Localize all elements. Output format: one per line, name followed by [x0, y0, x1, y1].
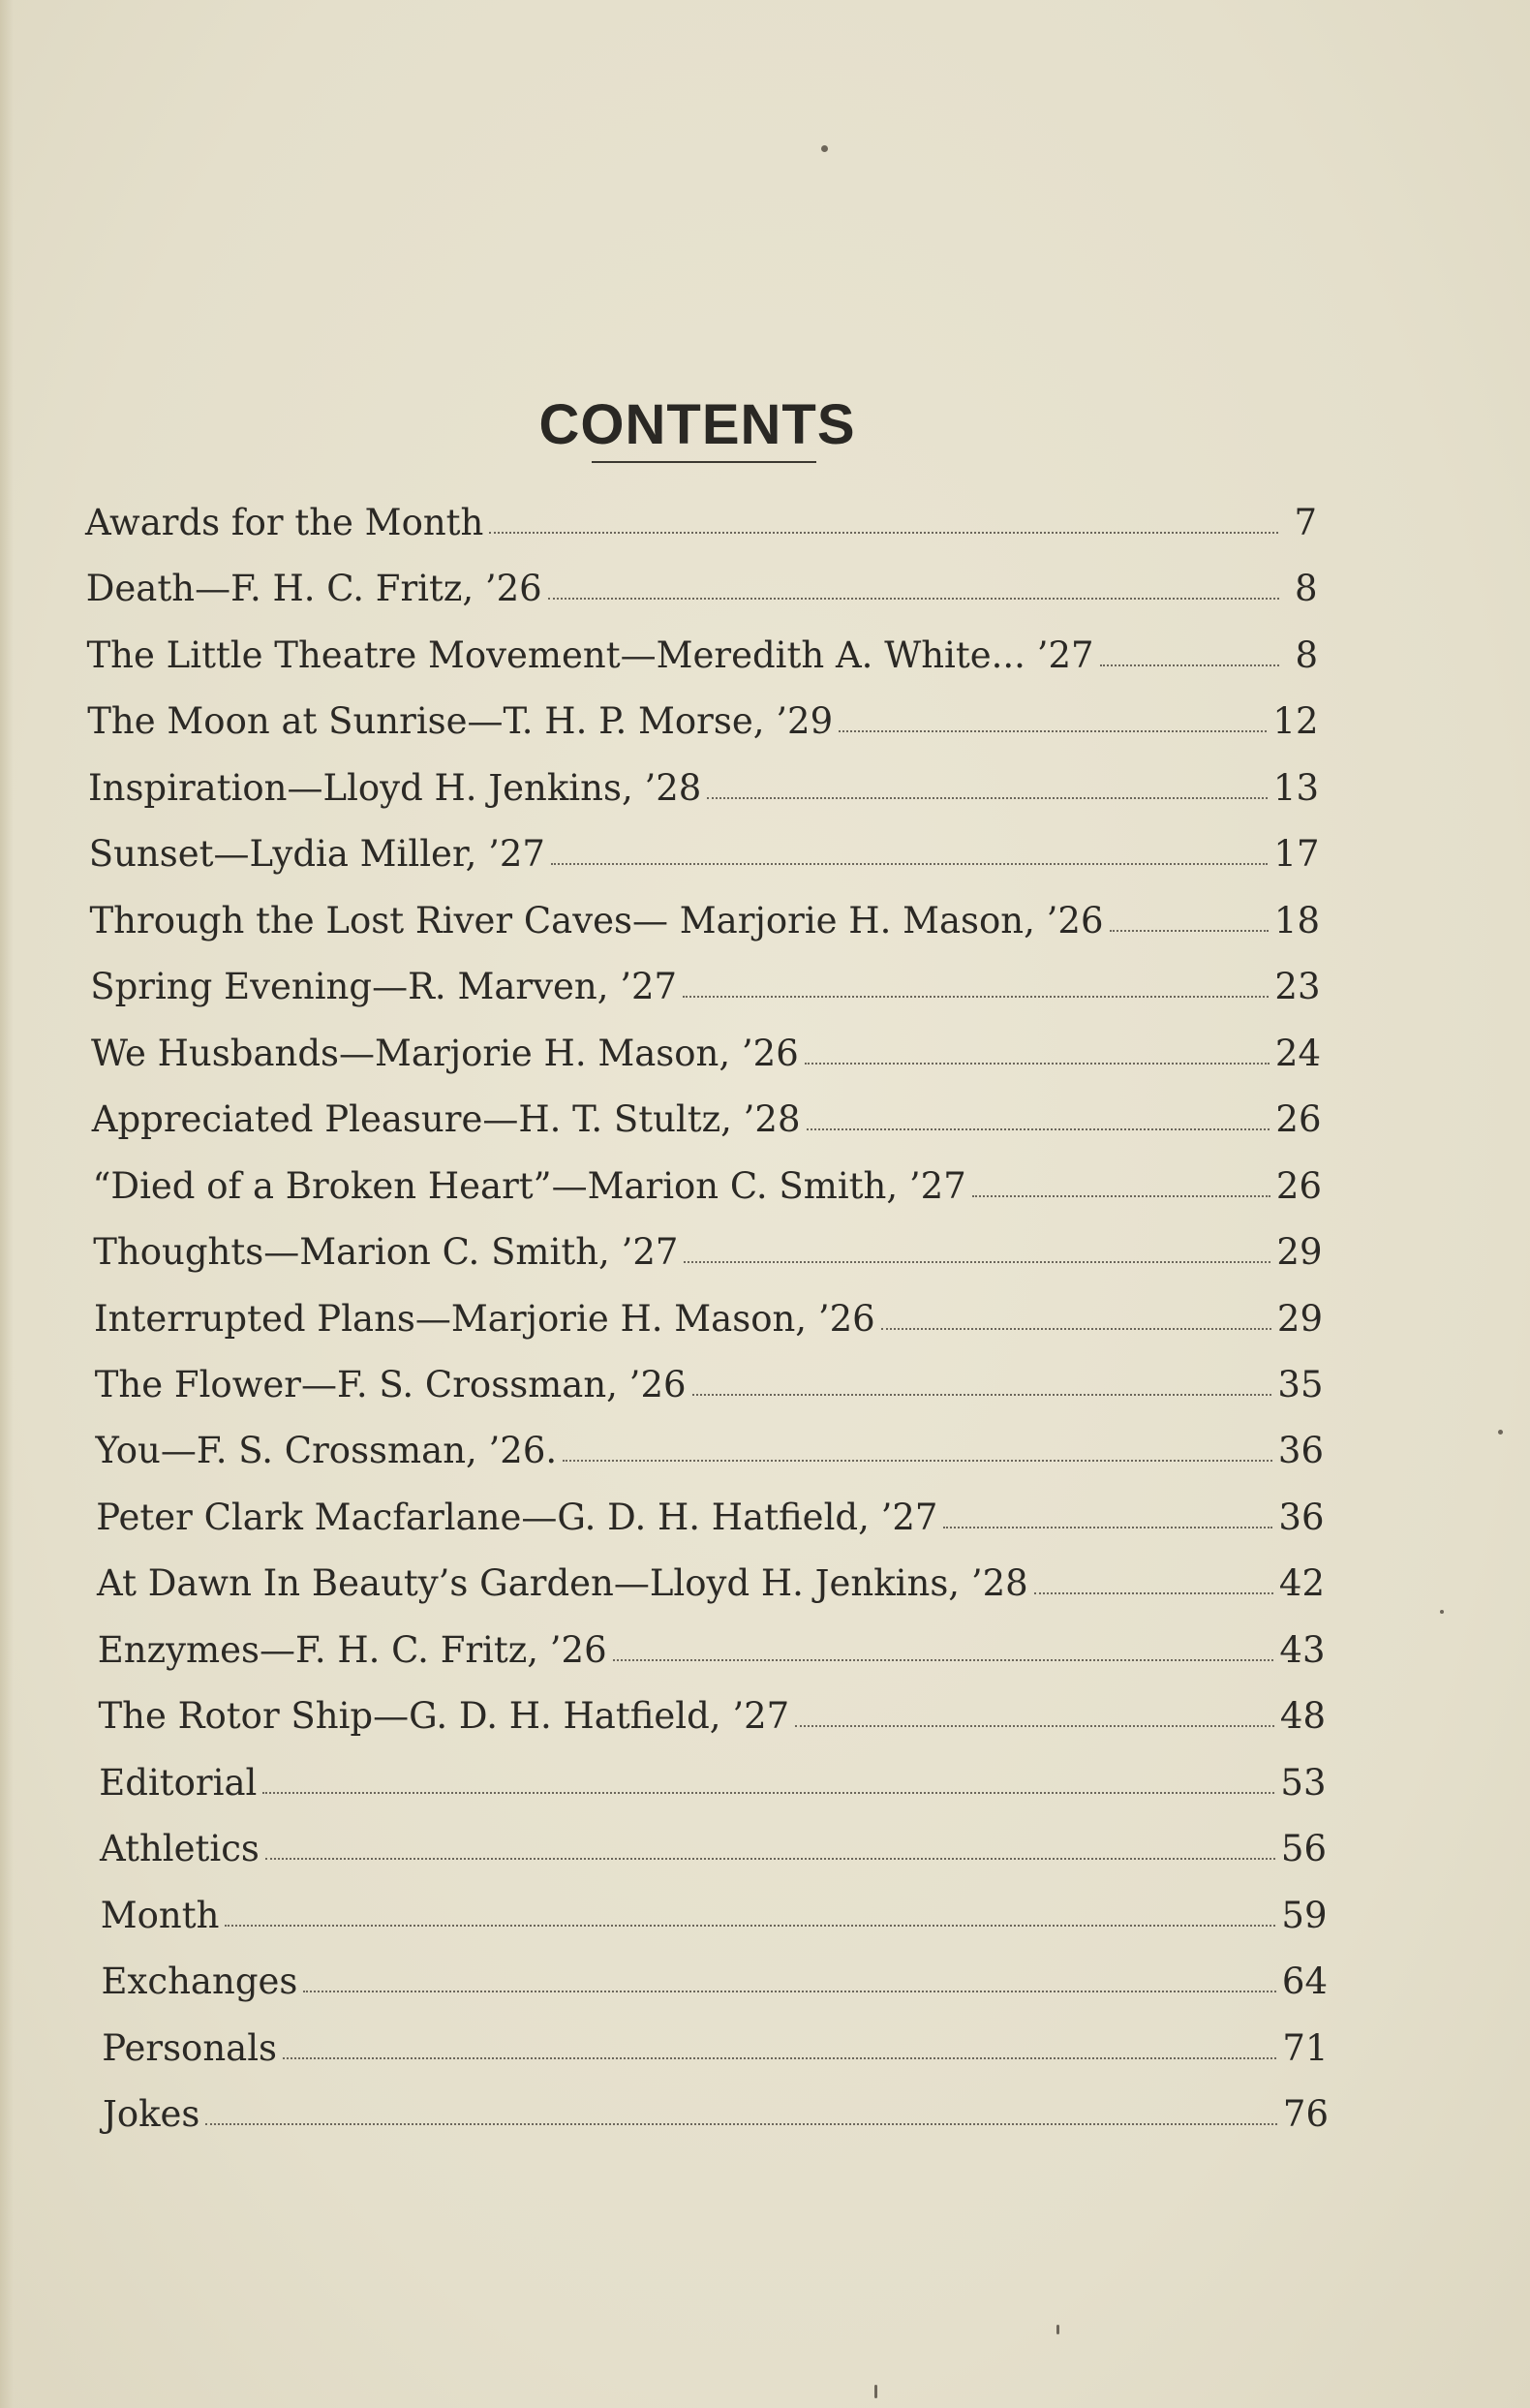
toc-entry — [96, 1494, 1324, 1542]
dot-leader — [548, 597, 1279, 600]
dot-leader — [303, 1990, 1276, 1992]
toc-entry — [87, 697, 1318, 746]
toc-entry-page-number: 18 — [1273, 899, 1320, 942]
toc-entry-page-number: 76 — [1282, 2093, 1329, 2135]
toc-entry — [86, 565, 1318, 613]
dot-leader — [684, 1260, 1270, 1263]
dot-leader — [1034, 1591, 1273, 1594]
toc-entry — [88, 764, 1319, 813]
toc-entry-title: You—F. S. Crossman, ’26. — [95, 1430, 558, 1472]
toc-entry-title: At Dawn In Beauty’s Garden—Lloyd H. Jenkins, ’28 — [97, 1562, 1028, 1605]
toc-entry — [102, 1958, 1329, 2006]
toc-entry-page-number: 17 — [1273, 833, 1320, 876]
dot-leader — [943, 1526, 1272, 1528]
toc-entry — [90, 897, 1321, 945]
toc-entry-page-number: 26 — [1275, 1098, 1322, 1141]
toc-entry — [89, 830, 1320, 879]
toc-entry-page-number: 12 — [1272, 700, 1319, 743]
toc-entry-page-number: 48 — [1279, 1695, 1326, 1738]
toc-entry-title: Personals — [102, 2026, 278, 2069]
dot-leader — [707, 796, 1268, 799]
dot-leader — [881, 1327, 1271, 1330]
toc-entry-title: Peter Clark Macfarlane—G. D. H. Hatfield, ’27 — [96, 1496, 938, 1538]
toc-entry-page-number: 59 — [1281, 1894, 1328, 1936]
toc-entry-page-number: 26 — [1275, 1164, 1322, 1207]
toc-entry-page-number: 71 — [1282, 2026, 1329, 2069]
toc-entry-title: Interrupted Plans—Marjorie H. Mason, ’26 — [94, 1297, 875, 1340]
toc-entry-page-number: 29 — [1276, 1297, 1323, 1340]
dot-leader — [551, 862, 1268, 865]
toc-entry-title: Through the Lost River Caves— Marjorie H. Mason, ’26 — [89, 899, 1104, 942]
toc-entry-title: Inspiration—Lloyd H. Jenkins, ’28 — [88, 766, 702, 809]
toc-entry-title: Sunset—Lydia Miller, ’27 — [88, 833, 545, 876]
dot-leader — [262, 1791, 1274, 1794]
dot-leader — [692, 1393, 1272, 1396]
dot-leader — [225, 1924, 1275, 1927]
toc-entry-title: The Rotor Ship—G. D. H. Hatfield, ’27 — [98, 1695, 790, 1738]
dot-leader — [839, 729, 1267, 732]
toc-entry — [99, 1692, 1327, 1741]
dot-leader — [972, 1194, 1270, 1197]
toc-entry-page-number: 36 — [1277, 1430, 1324, 1472]
dot-leader — [805, 1062, 1270, 1065]
toc-entry-title: Month — [100, 1894, 220, 1936]
toc-entry-title: The Flower—F. S. Crossman, ’26 — [94, 1363, 687, 1405]
toc-entry — [87, 632, 1319, 680]
toc-entry-page-number: 53 — [1280, 1761, 1327, 1804]
toc-entry — [85, 499, 1317, 547]
toc-entry — [96, 1427, 1325, 1475]
toc-entry-page-number: 8 — [1295, 633, 1318, 676]
toc-entry-page-number: 64 — [1281, 1960, 1328, 2003]
toc-entry-page-number: 43 — [1279, 1628, 1326, 1671]
toc-entry — [94, 1295, 1323, 1343]
toc-entry — [99, 1759, 1326, 1807]
toc-entry-page-number: 42 — [1278, 1562, 1325, 1605]
dot-leader — [683, 995, 1269, 998]
toc-entry — [91, 1030, 1321, 1078]
toc-entry — [95, 1361, 1324, 1409]
toc-entry-title: Spring Evening—R. Marven, ’27 — [90, 966, 678, 1008]
dot-leader — [795, 1724, 1274, 1727]
toc-entry-page-number: 35 — [1277, 1363, 1324, 1405]
toc-entry — [101, 1892, 1328, 1940]
toc-entry-title: Jokes — [103, 2093, 200, 2135]
toc-entry-page-number: 23 — [1274, 966, 1321, 1008]
dot-leader — [807, 1127, 1270, 1130]
toc-entry-title: Death—F. H. C. Fritz, ’26 — [85, 568, 542, 610]
toc-entry — [93, 1162, 1323, 1211]
toc-entry-title: The Moon at Sunrise—T. H. P. Morse, ’29 — [87, 700, 834, 743]
toc-entry-page-number: 13 — [1272, 766, 1319, 809]
toc-entry-page-number: 56 — [1280, 1828, 1327, 1870]
toc-entry-title: Editorial — [99, 1761, 258, 1804]
toc-entry — [102, 2024, 1328, 2073]
toc-entry-title: “Died of a Broken Heart”—Marion C. Smith, ’27 — [92, 1164, 966, 1207]
dot-leader — [265, 1857, 1275, 1860]
toc-entry-title: Enzymes—F. H. C. Fritz, ’26 — [97, 1628, 607, 1671]
toc-entry — [90, 963, 1320, 1011]
toc-entry — [93, 1228, 1322, 1277]
toc-entry — [103, 2090, 1329, 2139]
toc-entry-page-number: 24 — [1274, 1032, 1321, 1074]
toc-entry-title: Thoughts—Marion C. Smith, ’27 — [93, 1231, 679, 1274]
toc-entry-title: Athletics — [100, 1828, 260, 1870]
dot-leader — [205, 2122, 1276, 2125]
toc-entry — [92, 1096, 1322, 1144]
dot-leader — [489, 531, 1278, 534]
dot-leader — [1110, 929, 1269, 932]
toc-entry — [98, 1626, 1326, 1675]
toc-entry — [97, 1559, 1325, 1608]
toc-entry-page-number: 29 — [1276, 1231, 1323, 1274]
toc-entry-title: The Little Theatre Movement—Meredith A. White... ’27 — [86, 633, 1094, 676]
toc-entry-page-number: 7 — [1294, 502, 1317, 543]
dot-leader — [613, 1658, 1274, 1661]
toc-entry — [100, 1825, 1327, 1873]
toc-entry-title: Exchanges — [101, 1960, 298, 2003]
dot-leader — [283, 2056, 1276, 2059]
toc-entry-page-number: 36 — [1278, 1496, 1325, 1538]
toc-entry-title: Awards for the Month — [85, 502, 484, 543]
toc-entry-page-number: 8 — [1294, 568, 1318, 610]
dot-leader — [1100, 664, 1279, 666]
toc-entry-title: Appreciated Pleasure—H. T. Stultz, ’28 — [91, 1098, 801, 1141]
toc-entry-title: We Husbands—Marjorie H. Mason, ’26 — [91, 1032, 799, 1074]
page-title: CONTENTS — [538, 392, 856, 456]
dot-leader — [563, 1459, 1272, 1462]
